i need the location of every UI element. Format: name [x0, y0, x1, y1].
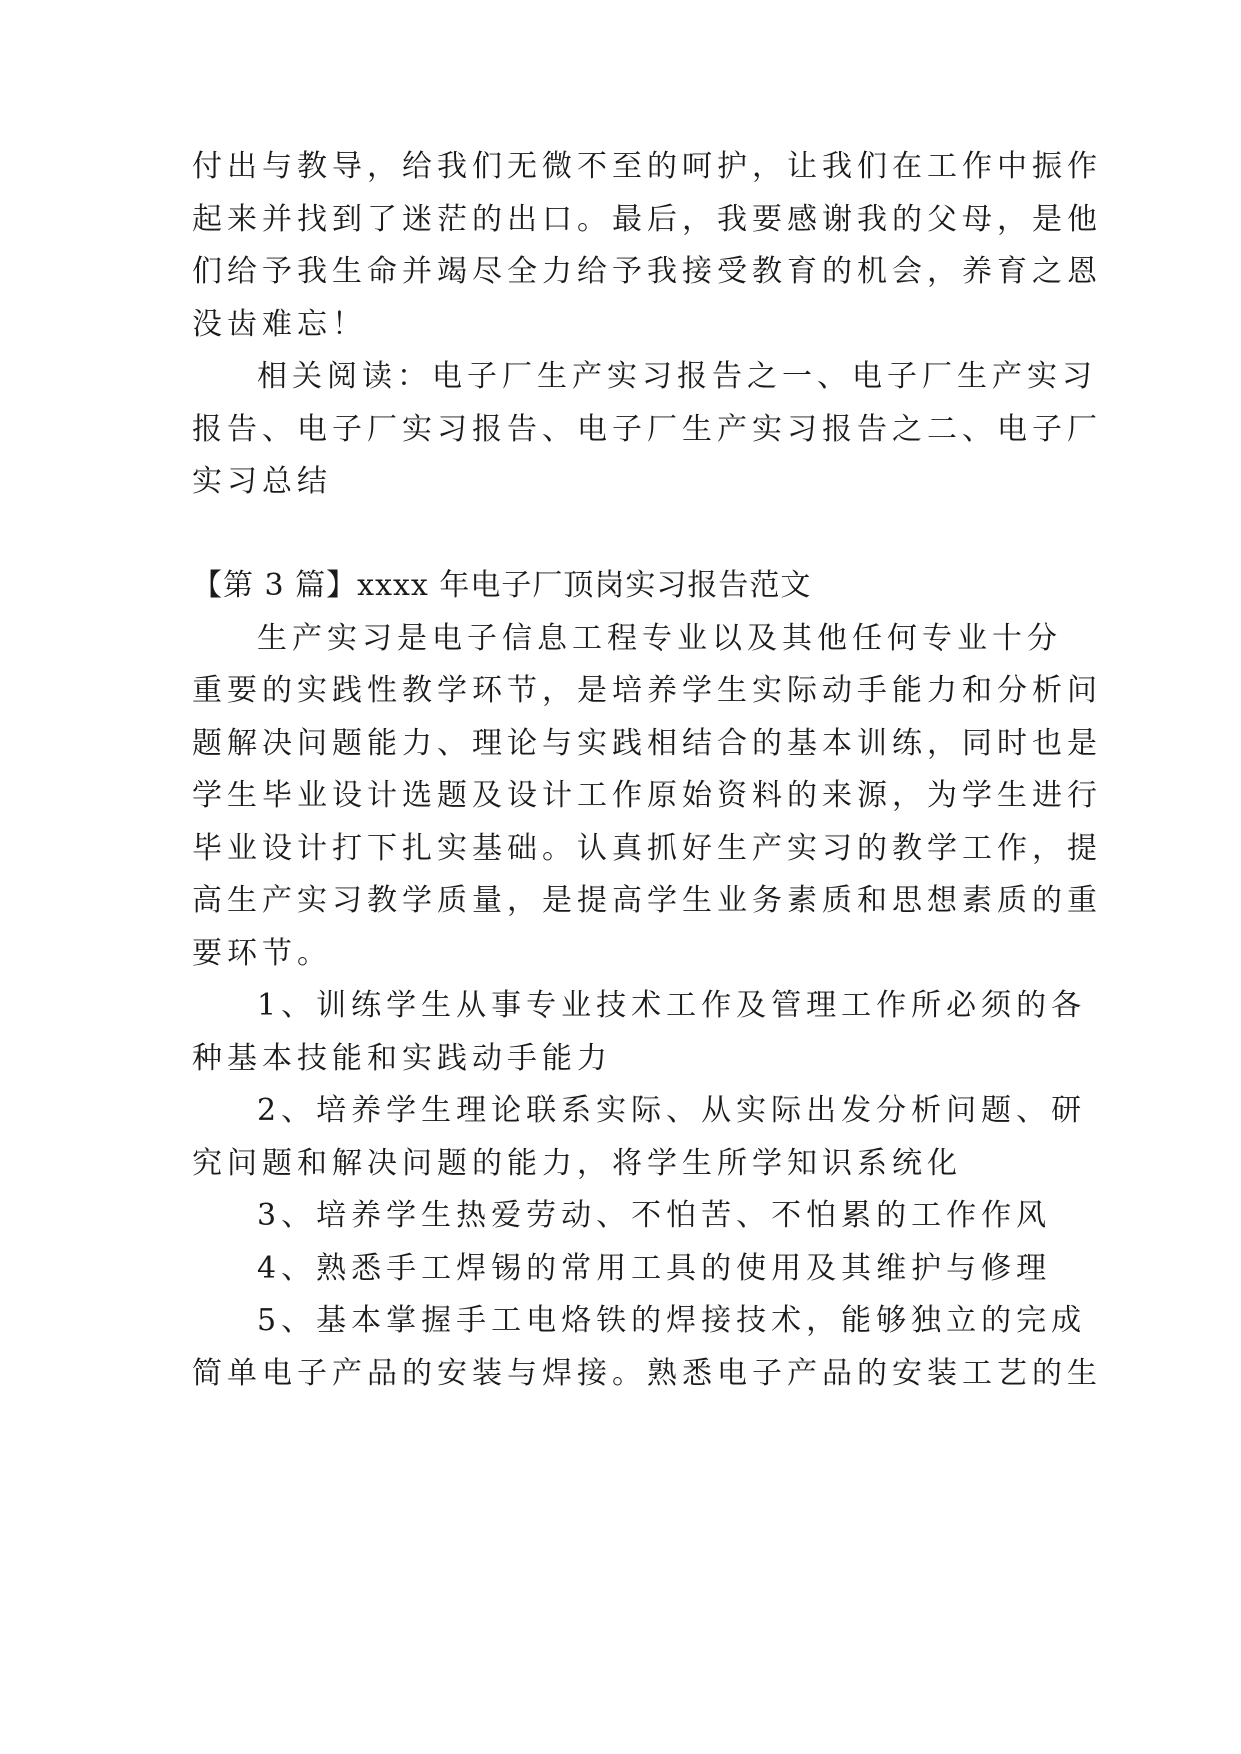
related-reading-line-1: 相关阅读：电子厂生产实习报告之一、电子厂生产实习 — [257, 359, 1097, 394]
intro-line-7: 要环节。 — [192, 936, 332, 971]
item-1-line-2: 种基本技能和实践动手能力 — [192, 1041, 612, 1076]
item-5-line-1: 5、基本掌握手工电烙铁的焊接技术，能够独立的完成 — [257, 1303, 1087, 1338]
item-1-line-1: 1、训练学生从事专业技术工作及管理工作所必须的各 — [257, 988, 1087, 1023]
item-2-line-2: 究问题和解决问题的能力，将学生所学知识系统化 — [192, 1146, 962, 1181]
continuation-line-3: 们给予我生命并竭尽全力给予我接受教育的机会，养育之恩 — [192, 254, 1102, 289]
item-4-line-1: 4、熟悉手工焊锡的常用工具的使用及其维护与修理 — [257, 1251, 1052, 1286]
continuation-line-4: 没齿难忘！ — [192, 307, 367, 342]
item-2-line-1: 2、培养学生理论联系实际、从实际出发分析问题、研 — [257, 1093, 1087, 1128]
intro-line-4: 学生毕业设计选题及设计工作原始资料的来源，为学生进行 — [192, 778, 1102, 813]
intro-line-2: 重要的实践性教学环节，是培养学生实际动手能力和分析问 — [192, 673, 1102, 708]
continuation-line-1: 付出与教导，给我们无微不至的呵护，让我们在工作中振作 — [192, 149, 1102, 184]
intro-line-6: 高生产实习教学质量，是提高学生业务素质和思想素质的重 — [192, 883, 1102, 918]
section-heading: 【第 3 篇】xxxx 年电子厂顶岗实习报告范文 — [192, 568, 812, 603]
item-3-line-1: 3、培养学生热爱劳动、不怕苦、不怕累的工作作风 — [257, 1198, 1052, 1233]
intro-line-3: 题解决问题能力、理论与实践相结合的基本训练，同时也是 — [192, 726, 1102, 761]
intro-line-1: 生产实习是电子信息工程专业以及其他任何专业十分 — [257, 621, 1062, 656]
item-5-line-2: 简单电子产品的安装与焊接。熟悉电子产品的安装工艺的生 — [192, 1356, 1102, 1391]
related-reading-line-3: 实习总结 — [192, 464, 332, 499]
intro-line-5: 毕业设计打下扎实基础。认真抓好生产实习的教学工作，提 — [192, 831, 1102, 866]
continuation-line-2: 起来并找到了迷茫的出口。最后，我要感谢我的父母，是他 — [192, 202, 1102, 237]
related-reading-line-2: 报告、电子厂实习报告、电子厂生产实习报告之二、电子厂 — [192, 412, 1102, 447]
